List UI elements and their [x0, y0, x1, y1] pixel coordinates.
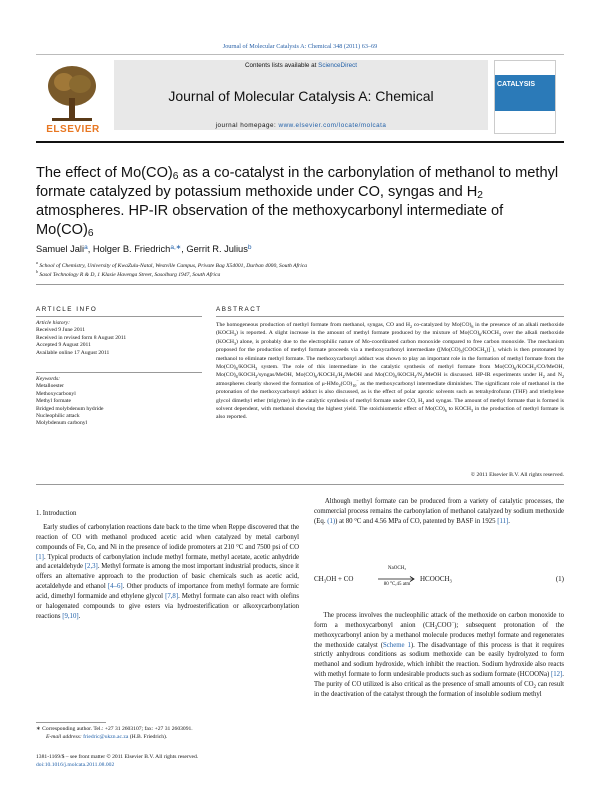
- citation-link[interactable]: [7,8]: [165, 592, 179, 600]
- affiliation: $^b$ Sasol Technology R & D, 1 Klasie Havenga Street, Sasolburg 1947, South Africa: [36, 270, 221, 278]
- citation-link[interactable]: [2,3]: [84, 563, 98, 571]
- citation-link[interactable]: [1]: [36, 553, 44, 561]
- intro-paragraph: The process involves the nucleophilic attack of the methoxide on carbon monoxide to form a methoxycarbonyl anion $(CH_3COO^-)$; subsequent protonation of the methoxycarbonyl anion by a methanol molecule produces methyl formate and regenerates the methoxide catalyst (Scheme 1). The disadvantage of this process is that it requires strictly anhydrous conditions as sodium methoxide can be easily hydrolyzed to form methanol and sodium hydroxide, which inhibit the reaction. Sodium hydroxide also reacts with methyl formate to form undesirable products such as sodium formate (HCOONa) [12]. The purity of CO utilized is also critical as the presence of small amounts of $CO_2$ can result in the deactivation of the catalyst through the formation of insoluble sodium methyl: [314, 612, 565, 698]
- contents-line: Contents lists available at ScienceDirect: [244, 62, 357, 69]
- journal-cover-thumbnail: [494, 60, 556, 134]
- section-heading-introduction: 1. Introduction: [36, 510, 77, 517]
- divider: [36, 316, 202, 317]
- author-name: Holger B. Friedrich: [92, 244, 171, 254]
- divider: [36, 484, 564, 485]
- equation-link[interactable]: (1): [327, 517, 336, 525]
- email-note: E-mail address: friedric@ukzn.ac.za (H.B. Friedrich).: [46, 734, 168, 740]
- abstract-text: The homogeneous production of methyl formate from methanol, syngas, CO and $H_2$ co-catalyzed by $Mo(CO)_6$ in the presence of an alkali methoxide $(KOCH_3)$ is reported. A slight increase in the amount of methyl formate produced by the mixture of $Mo(CO)_6/KOCH_3$ over the alkali methoxide $(KOCH_3)$ alone, is probably due to the electrophilic nature of Mo-coordinated carbon monoxide compared to free carbon monoxide. The mechanism proposed for the production of methyl formate proceeds via a methoxycarbonyl intermediate $([Mo(CO)_5(COOCH_3)]^-)$, which is then protonated by methanol to eliminate methyl formate. The methoxycarbonyl adduct was shown to play an important role in the formation of methyl formate from the $Mo(CO)_6/KOCH_3$ system. The role of this intermediate in the catalytic synthesis of methyl formate from $Mo(CO)_6/KOCH_3/CO$/MeOH, $Mo(CO)_6/KOCH_3/syngas$/MeOH, $Mo(CO)_6/KOCH_3/H_2$/MeOH and $Mo(CO)_6/KOCH_3/N_2$/MeOH is discussed. HP-IR experiments under $H_2$ and $N_2$ atmospheres clearly showed the formation of $\mu-HMo_2(CO)_{10}^-$ as the methoxycarbonyl intermediate diminishes. The significant role of methanol in the protonation of the methoxycarbonyl adduct is also discussed, as is the effect of polar aprotic solvents such as tetrahydrofuran (THF) and triethylene glycol dimethyl ether (triglyme) in the catalytic synthesis of methyl formate under CO, $H_2$ and syngas. The amount of methyl formate that is formed is solvent dependent, with methanol showing the highest yield. The stoichiometric effect of $Mo(CO)_6$ to $KOCH_3$ in the production of methyl formate is also reported.: [216, 322, 565, 421]
- running-header[interactable]: Journal of Molecular Catalysis A: Chemical 348 (2011) 63–69: [222, 43, 378, 50]
- equation-1: [314, 567, 564, 597]
- keywords: Keywords: Metalloester Methoxycarbonyl Methyl formate Bridged molybdenum hydride Nucleophilic attack Molybdenum carbonyl: [36, 376, 104, 427]
- citation-link[interactable]: [4–6]: [107, 583, 123, 591]
- issn-line: 1381-1169/$ – see front matter © 2011 Elsevier B.V. All rights reserved.: [36, 754, 199, 760]
- cover-title: CATALYSIS: [497, 81, 535, 88]
- sciencedirect-link[interactable]: ScienceDirect: [318, 62, 357, 69]
- equation-number: (1): [555, 575, 564, 583]
- homepage-link[interactable]: www.elsevier.com/locate/molcata: [278, 122, 387, 129]
- scheme-link[interactable]: Scheme 1: [383, 641, 411, 649]
- copyright: © 2011 Elsevier B.V. All rights reserved.: [470, 472, 564, 478]
- divider: [216, 316, 564, 317]
- author-affil-link[interactable]: a,∗: [170, 244, 182, 251]
- author-name: Gerrit R. Julius: [186, 244, 248, 254]
- doi-link[interactable]: doi:10.1016/j.molcata.2011.08.002: [36, 762, 115, 768]
- citation-link[interactable]: [12]: [550, 671, 563, 679]
- intro-paragraph: Early studies of carbonylation reactions date back to the time when Reppe discovered that the reaction of CO with methanol produced acetic acid when catalyzed by metal carbonyl compounds of Fe, Co, and Ni in the presence of iodide promoters at 210 °C and 7500 psi of CO [1]. Typical products of carbonylation include methyl formate, methyl acetate, acetic anhydride and acetaldehyde [2,3]. Methyl formate is among the most important industrial products, since it offers an alternative approach to the production of basic chemicals such as acetic acid, acetaldehyde and ethanol [4–6]. Other products of importance from methyl formate are formic acid, dimethyl formamide and ethylene glycol [7,8]. Methyl formate can also react with olefins or halogenated compounds to give esters via hydroesterification or alkoxycarbonylation reactions [9,10].: [36, 524, 299, 620]
- citation-link[interactable]: [9,10]: [62, 612, 79, 620]
- elsevier-wordmark: ELSEVIER: [46, 124, 100, 135]
- equation-catalyst: NaOCH₃: [387, 566, 407, 571]
- equation-lhs: CH₃OH + CO: [314, 575, 354, 583]
- intro-paragraph: Although methyl formate can be produced from a variety of catalytic processes, the commercial process remains the carbonylation of methanol catalyzed by sodium methoxide (Eq. (1)) at 80 °C and 4.56 MPa of CO, patented by BASF in 1925 [11].: [314, 498, 565, 525]
- article-title: The effect of $Mo(CO)_6$ as a co-catalyst in the carbonylation of methanol to methyl formate catalyzed by potassium methoxide under CO, syngas and $H_2$ atmospheres. HP-IR observation of the methoxycarbonyl intermediate of $Mo(CO)_6$: [36, 165, 559, 239]
- divider: [36, 372, 202, 373]
- abstract-heading: ABSTRACT: [216, 306, 262, 313]
- citation-link[interactable]: [11]: [497, 517, 509, 525]
- divider: [36, 284, 564, 285]
- journal-homepage: journal homepage: www.elsevier.com/locate/molcata: [215, 122, 387, 129]
- equation-rhs: HCOOCH₃: [420, 575, 452, 583]
- author-affil-link[interactable]: a: [84, 244, 88, 251]
- journal-title[interactable]: Journal of Molecular Catalysis A: Chemical: [168, 88, 434, 104]
- author-name: Samuel Jali: [36, 244, 85, 254]
- corresponding-author-note: ∗ Corresponding author. Tel.: +27 31 2603107; fax: +27 31 2603091.: [36, 726, 193, 732]
- article-history: Article history: Received 9 June 2011 Received in revised form 8 August 2011 Accepted 9 August 2011 Available online 17 August 2011: [36, 320, 127, 356]
- elsevier-tree-logo: [42, 60, 102, 128]
- affiliation: $^a$ School of Chemistry, University of KwaZulu-Natal, Westville Campus, Private Bag X54001, Durban 4000, South Africa: [36, 261, 308, 269]
- email-link[interactable]: friedric@ukzn.ac.za: [83, 734, 129, 740]
- author-affil-link[interactable]: b: [247, 244, 252, 251]
- article-info-heading: ARTICLE INFO: [36, 306, 98, 313]
- footnote-rule: [36, 722, 106, 723]
- equation-conditions: 80 °C,45 atm: [383, 582, 411, 587]
- author-list: Samuel Jali$^a$, Holger B. Friedrich$^{a,∗}$, Gerrit R. Julius$^b$: [36, 244, 252, 254]
